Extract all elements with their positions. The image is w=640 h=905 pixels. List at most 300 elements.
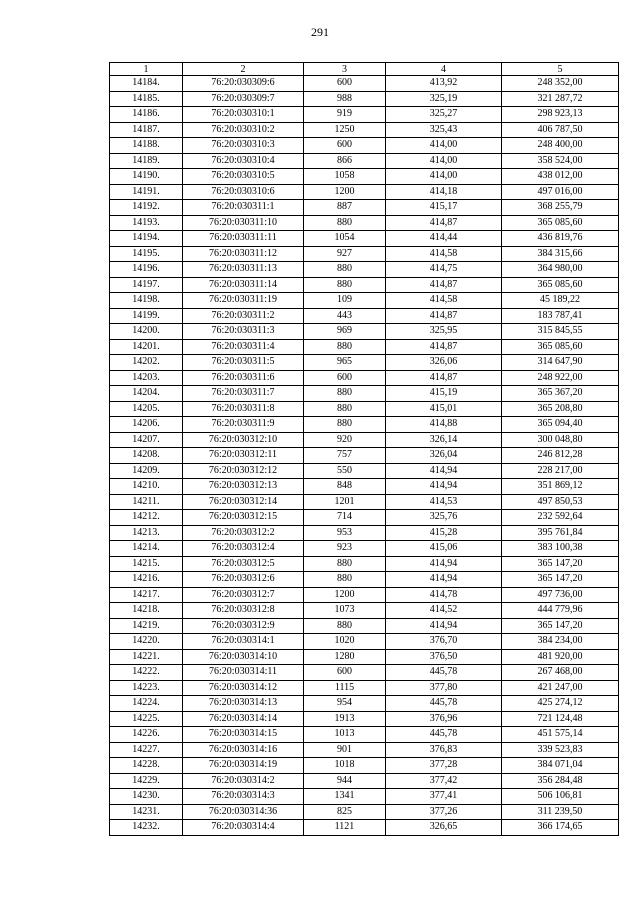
value-cell: 406 787,50: [502, 122, 619, 138]
table-row: [110, 727, 619, 743]
cadastral-number-cell: 76:20:030311:12: [183, 246, 304, 262]
area-cell: 825: [304, 804, 386, 820]
cadastral-number-cell: 76:20:030314:12: [183, 680, 304, 696]
rate-cell: 415,06: [386, 541, 502, 557]
area-cell: 1058: [304, 169, 386, 185]
cadastral-number-cell: 76:20:030314:10: [183, 649, 304, 665]
table-row: [110, 200, 619, 216]
row-number-cell: 14222.: [110, 665, 183, 681]
row-number-cell: 14228.: [110, 758, 183, 774]
area-cell: 880: [304, 572, 386, 588]
area-cell: 988: [304, 91, 386, 107]
area-cell: 880: [304, 618, 386, 634]
rate-cell: 414,94: [386, 572, 502, 588]
rate-cell: 325,19: [386, 91, 502, 107]
area-cell: 1115: [304, 680, 386, 696]
cadastral-number-cell: 76:20:030312:4: [183, 541, 304, 557]
row-number-cell: 14220.: [110, 634, 183, 650]
rate-cell: 414,00: [386, 138, 502, 154]
rate-cell: 414,75: [386, 262, 502, 278]
cadastral-number-cell: 76:20:030312:8: [183, 603, 304, 619]
row-number-cell: 14190.: [110, 169, 183, 185]
area-cell: 1018: [304, 758, 386, 774]
rate-cell: 414,18: [386, 184, 502, 200]
rate-cell: 376,50: [386, 649, 502, 665]
value-cell: 425 274,12: [502, 696, 619, 712]
value-cell: 45 189,22: [502, 293, 619, 309]
table-row: [110, 479, 619, 495]
value-cell: 365 085,60: [502, 215, 619, 231]
value-cell: 451 575,14: [502, 727, 619, 743]
row-number-cell: 14185.: [110, 91, 183, 107]
value-cell: 438 012,00: [502, 169, 619, 185]
area-cell: 919: [304, 107, 386, 123]
row-number-cell: 14188.: [110, 138, 183, 154]
cadastral-number-cell: 76:20:030312:13: [183, 479, 304, 495]
cadastral-number-cell: 76:20:030314:1: [183, 634, 304, 650]
cadastral-number-cell: 76:20:030312:14: [183, 494, 304, 510]
cadastral-number-cell: 76:20:030312:12: [183, 463, 304, 479]
row-number-cell: 14230.: [110, 789, 183, 805]
cadastral-number-cell: 76:20:030314:13: [183, 696, 304, 712]
cadastral-number-cell: 76:20:030311:1: [183, 200, 304, 216]
value-cell: 183 787,41: [502, 308, 619, 324]
area-cell: 880: [304, 401, 386, 417]
table-row: [110, 138, 619, 154]
area-cell: 954: [304, 696, 386, 712]
value-cell: 358 524,00: [502, 153, 619, 169]
table-row: [110, 417, 619, 433]
area-cell: 550: [304, 463, 386, 479]
row-number-cell: 14215.: [110, 556, 183, 572]
value-cell: 497 736,00: [502, 587, 619, 603]
rate-cell: 414,94: [386, 556, 502, 572]
row-number-cell: 14197.: [110, 277, 183, 293]
table-row: [110, 556, 619, 572]
row-number-cell: 14191.: [110, 184, 183, 200]
cadastral-number-cell: 76:20:030309:7: [183, 91, 304, 107]
row-number-cell: 14218.: [110, 603, 183, 619]
rate-cell: 414,87: [386, 277, 502, 293]
rate-cell: 414,87: [386, 308, 502, 324]
area-cell: 600: [304, 138, 386, 154]
rate-cell: 414,87: [386, 339, 502, 355]
area-cell: 443: [304, 308, 386, 324]
value-cell: 365 367,20: [502, 386, 619, 402]
rate-cell: 376,96: [386, 711, 502, 727]
area-cell: 757: [304, 448, 386, 464]
area-cell: 920: [304, 432, 386, 448]
area-cell: 866: [304, 153, 386, 169]
cadastral-number-cell: 76:20:030312:10: [183, 432, 304, 448]
value-cell: 248 400,00: [502, 138, 619, 154]
area-cell: 1073: [304, 603, 386, 619]
value-cell: 481 920,00: [502, 649, 619, 665]
cadastral-number-cell: 76:20:030311:4: [183, 339, 304, 355]
area-cell: 887: [304, 200, 386, 216]
value-cell: 228 217,00: [502, 463, 619, 479]
row-number-cell: 14219.: [110, 618, 183, 634]
row-number-cell: 14209.: [110, 463, 183, 479]
rate-cell: 376,83: [386, 742, 502, 758]
value-cell: 321 287,72: [502, 91, 619, 107]
cadastral-number-cell: 76:20:030311:13: [183, 262, 304, 278]
area-cell: 1020: [304, 634, 386, 650]
row-number-cell: 14227.: [110, 742, 183, 758]
table-row: [110, 91, 619, 107]
cadastral-number-cell: 76:20:030314:15: [183, 727, 304, 743]
row-number-cell: 14225.: [110, 711, 183, 727]
row-number-cell: 14229.: [110, 773, 183, 789]
row-number-cell: 14186.: [110, 107, 183, 123]
row-number-cell: 14189.: [110, 153, 183, 169]
rate-cell: 414,52: [386, 603, 502, 619]
cadastral-number-cell: 76:20:030310:5: [183, 169, 304, 185]
page-number: 291: [311, 25, 329, 39]
rate-cell: 414,58: [386, 246, 502, 262]
row-number-cell: 14205.: [110, 401, 183, 417]
row-number-cell: 14193.: [110, 215, 183, 231]
table-row: [110, 463, 619, 479]
row-number-cell: 14192.: [110, 200, 183, 216]
row-number-cell: 14223.: [110, 680, 183, 696]
cadastral-number-cell: 76:20:030314:3: [183, 789, 304, 805]
rate-cell: 414,00: [386, 169, 502, 185]
column-header-3: 3: [304, 63, 386, 76]
cadastral-number-cell: 76:20:030314:14: [183, 711, 304, 727]
value-cell: 721 124,48: [502, 711, 619, 727]
row-number-cell: 14194.: [110, 231, 183, 247]
cadastral-number-cell: 76:20:030309:6: [183, 76, 304, 92]
table-row: [110, 308, 619, 324]
value-cell: 267 468,00: [502, 665, 619, 681]
cadastral-number-cell: 76:20:030312:5: [183, 556, 304, 572]
table-row: [110, 680, 619, 696]
area-cell: 880: [304, 215, 386, 231]
rate-cell: 376,70: [386, 634, 502, 650]
rate-cell: 326,04: [386, 448, 502, 464]
area-cell: 1250: [304, 122, 386, 138]
cadastral-number-cell: 76:20:030311:10: [183, 215, 304, 231]
table-row: [110, 184, 619, 200]
value-cell: 248 922,00: [502, 370, 619, 386]
value-cell: 232 592,64: [502, 510, 619, 526]
cadastral-number-cell: 76:20:030311:3: [183, 324, 304, 340]
value-cell: 356 284,48: [502, 773, 619, 789]
value-cell: 300 048,80: [502, 432, 619, 448]
area-cell: 1013: [304, 727, 386, 743]
cadastral-number-cell: 76:20:030310:3: [183, 138, 304, 154]
table-row: [110, 804, 619, 820]
row-number-cell: 14200.: [110, 324, 183, 340]
row-number-cell: 14199.: [110, 308, 183, 324]
rate-cell: 325,76: [386, 510, 502, 526]
value-cell: 421 247,00: [502, 680, 619, 696]
cadastral-number-cell: 76:20:030310:6: [183, 184, 304, 200]
table-row: [110, 789, 619, 805]
table-row: [110, 665, 619, 681]
area-cell: 1054: [304, 231, 386, 247]
row-number-cell: 14224.: [110, 696, 183, 712]
rate-cell: 377,28: [386, 758, 502, 774]
area-cell: 600: [304, 370, 386, 386]
row-number-cell: 14198.: [110, 293, 183, 309]
cadastral-number-cell: 76:20:030312:15: [183, 510, 304, 526]
area-cell: 109: [304, 293, 386, 309]
value-cell: 365 085,60: [502, 339, 619, 355]
area-cell: 969: [304, 324, 386, 340]
table-row: [110, 246, 619, 262]
cadastral-number-cell: 76:20:030311:7: [183, 386, 304, 402]
table-row: [110, 618, 619, 634]
rate-cell: 325,43: [386, 122, 502, 138]
cadastral-number-cell: 76:20:030312:6: [183, 572, 304, 588]
cadastral-number-cell: 76:20:030314:36: [183, 804, 304, 820]
rate-cell: 414,78: [386, 587, 502, 603]
cadastral-number-cell: 76:20:030314:2: [183, 773, 304, 789]
area-cell: 714: [304, 510, 386, 526]
value-cell: 365 147,20: [502, 572, 619, 588]
rate-cell: 414,87: [386, 215, 502, 231]
table-body: [110, 76, 619, 836]
rate-cell: 377,80: [386, 680, 502, 696]
value-cell: 311 239,50: [502, 804, 619, 820]
cadastral-number-cell: 76:20:030312:2: [183, 525, 304, 541]
rate-cell: 414,88: [386, 417, 502, 433]
row-number-cell: 14214.: [110, 541, 183, 557]
table-row: [110, 215, 619, 231]
table-header-row: [110, 63, 619, 76]
area-cell: 944: [304, 773, 386, 789]
table-row: [110, 696, 619, 712]
area-cell: 927: [304, 246, 386, 262]
cadastral-number-cell: 76:20:030312:7: [183, 587, 304, 603]
rate-cell: 377,26: [386, 804, 502, 820]
table-row: [110, 603, 619, 619]
area-cell: 600: [304, 665, 386, 681]
table-row: [110, 355, 619, 371]
area-cell: 953: [304, 525, 386, 541]
value-cell: 444 779,96: [502, 603, 619, 619]
row-number-cell: 14195.: [110, 246, 183, 262]
rate-cell: 415,17: [386, 200, 502, 216]
rate-cell: 414,00: [386, 153, 502, 169]
column-header-4: 4: [386, 63, 502, 76]
area-cell: 965: [304, 355, 386, 371]
table-row: [110, 525, 619, 541]
rate-cell: 414,94: [386, 479, 502, 495]
cadastral-number-cell: 76:20:030310:4: [183, 153, 304, 169]
data-table: [109, 62, 619, 836]
rate-cell: 326,14: [386, 432, 502, 448]
row-number-cell: 14202.: [110, 355, 183, 371]
row-number-cell: 14226.: [110, 727, 183, 743]
area-cell: 901: [304, 742, 386, 758]
rate-cell: 325,95: [386, 324, 502, 340]
table-row: [110, 541, 619, 557]
value-cell: 298 923,13: [502, 107, 619, 123]
row-number-cell: 14201.: [110, 339, 183, 355]
rate-cell: 445,78: [386, 727, 502, 743]
value-cell: 315 845,55: [502, 324, 619, 340]
cadastral-number-cell: 76:20:030311:14: [183, 277, 304, 293]
area-cell: 880: [304, 339, 386, 355]
table-row: [110, 758, 619, 774]
area-cell: 1913: [304, 711, 386, 727]
row-number-cell: 14216.: [110, 572, 183, 588]
row-number-cell: 14231.: [110, 804, 183, 820]
table-row: [110, 711, 619, 727]
value-cell: 246 812,28: [502, 448, 619, 464]
value-cell: 383 100,38: [502, 541, 619, 557]
table-row: [110, 339, 619, 355]
cadastral-number-cell: 76:20:030314:19: [183, 758, 304, 774]
row-number-cell: 14213.: [110, 525, 183, 541]
rate-cell: 414,58: [386, 293, 502, 309]
table-row: [110, 432, 619, 448]
cadastral-number-cell: 76:20:030314:16: [183, 742, 304, 758]
area-cell: 1200: [304, 184, 386, 200]
area-cell: 880: [304, 417, 386, 433]
area-cell: 848: [304, 479, 386, 495]
row-number-cell: 14206.: [110, 417, 183, 433]
rate-cell: 414,53: [386, 494, 502, 510]
value-cell: 365 085,60: [502, 277, 619, 293]
table-row: [110, 153, 619, 169]
area-cell: 1201: [304, 494, 386, 510]
area-cell: 880: [304, 277, 386, 293]
cadastral-number-cell: 76:20:030311:9: [183, 417, 304, 433]
area-cell: 880: [304, 262, 386, 278]
rate-cell: 415,01: [386, 401, 502, 417]
cadastral-number-cell: 76:20:030311:6: [183, 370, 304, 386]
value-cell: 497 016,00: [502, 184, 619, 200]
rate-cell: 415,19: [386, 386, 502, 402]
area-cell: 880: [304, 386, 386, 402]
value-cell: 395 761,84: [502, 525, 619, 541]
table-row: [110, 169, 619, 185]
rate-cell: 414,94: [386, 618, 502, 634]
cadastral-number-cell: 76:20:030314:4: [183, 820, 304, 836]
rate-cell: 445,78: [386, 665, 502, 681]
cadastral-number-cell: 76:20:030310:1: [183, 107, 304, 123]
rate-cell: 413,92: [386, 76, 502, 92]
value-cell: 364 980,00: [502, 262, 619, 278]
area-cell: 923: [304, 541, 386, 557]
table-row: [110, 370, 619, 386]
cadastral-number-cell: 76:20:030311:8: [183, 401, 304, 417]
table-row: [110, 386, 619, 402]
table-row: [110, 448, 619, 464]
row-number-cell: 14211.: [110, 494, 183, 510]
rate-cell: 326,65: [386, 820, 502, 836]
table-row: [110, 122, 619, 138]
area-cell: 1341: [304, 789, 386, 805]
table-row: [110, 76, 619, 92]
row-number-cell: 14207.: [110, 432, 183, 448]
area-cell: 880: [304, 556, 386, 572]
value-cell: 384 234,00: [502, 634, 619, 650]
value-cell: 365 147,20: [502, 556, 619, 572]
table-row: [110, 572, 619, 588]
area-cell: 600: [304, 76, 386, 92]
table-row: [110, 634, 619, 650]
cadastral-number-cell: 76:20:030310:2: [183, 122, 304, 138]
table-row: [110, 262, 619, 278]
value-cell: 365 094,40: [502, 417, 619, 433]
column-header-1: 1: [110, 63, 183, 76]
column-header-5: 5: [502, 63, 619, 76]
table-row: [110, 587, 619, 603]
value-cell: 365 208,80: [502, 401, 619, 417]
value-cell: 368 255,79: [502, 200, 619, 216]
table-row: [110, 494, 619, 510]
table-row: [110, 107, 619, 123]
row-number-cell: 14212.: [110, 510, 183, 526]
table-row: [110, 401, 619, 417]
rate-cell: 415,28: [386, 525, 502, 541]
cadastral-number-cell: 76:20:030311:2: [183, 308, 304, 324]
rate-cell: 414,44: [386, 231, 502, 247]
area-cell: 1280: [304, 649, 386, 665]
cadastral-number-cell: 76:20:030311:11: [183, 231, 304, 247]
row-number-cell: 14221.: [110, 649, 183, 665]
rate-cell: 377,41: [386, 789, 502, 805]
value-cell: 506 106,81: [502, 789, 619, 805]
rate-cell: 414,94: [386, 463, 502, 479]
area-cell: 1121: [304, 820, 386, 836]
row-number-cell: 14232.: [110, 820, 183, 836]
table-row: [110, 293, 619, 309]
rate-cell: 326,06: [386, 355, 502, 371]
value-cell: 366 174,65: [502, 820, 619, 836]
row-number-cell: 14187.: [110, 122, 183, 138]
value-cell: 365 147,20: [502, 618, 619, 634]
value-cell: 384 315,66: [502, 246, 619, 262]
value-cell: 436 819,76: [502, 231, 619, 247]
row-number-cell: 14210.: [110, 479, 183, 495]
table-row: [110, 231, 619, 247]
cadastral-number-cell: 76:20:030312:9: [183, 618, 304, 634]
rate-cell: 414,87: [386, 370, 502, 386]
table-row: [110, 324, 619, 340]
value-cell: 339 523,83: [502, 742, 619, 758]
table-row: [110, 649, 619, 665]
cadastral-number-cell: 76:20:030311:5: [183, 355, 304, 371]
table-row: [110, 277, 619, 293]
table-row: [110, 773, 619, 789]
value-cell: 248 352,00: [502, 76, 619, 92]
table-row: [110, 510, 619, 526]
column-header-2: 2: [183, 63, 304, 76]
table-row: [110, 742, 619, 758]
cadastral-number-cell: 76:20:030314:11: [183, 665, 304, 681]
row-number-cell: 14217.: [110, 587, 183, 603]
value-cell: 314 647,90: [502, 355, 619, 371]
value-cell: 497 850,53: [502, 494, 619, 510]
area-cell: 1200: [304, 587, 386, 603]
row-number-cell: 14184.: [110, 76, 183, 92]
cadastral-number-cell: 76:20:030311:19: [183, 293, 304, 309]
rate-cell: 445,78: [386, 696, 502, 712]
row-number-cell: 14196.: [110, 262, 183, 278]
rate-cell: 377,42: [386, 773, 502, 789]
row-number-cell: 14208.: [110, 448, 183, 464]
row-number-cell: 14204.: [110, 386, 183, 402]
row-number-cell: 14203.: [110, 370, 183, 386]
table-row: [110, 820, 619, 836]
rate-cell: 325,27: [386, 107, 502, 123]
